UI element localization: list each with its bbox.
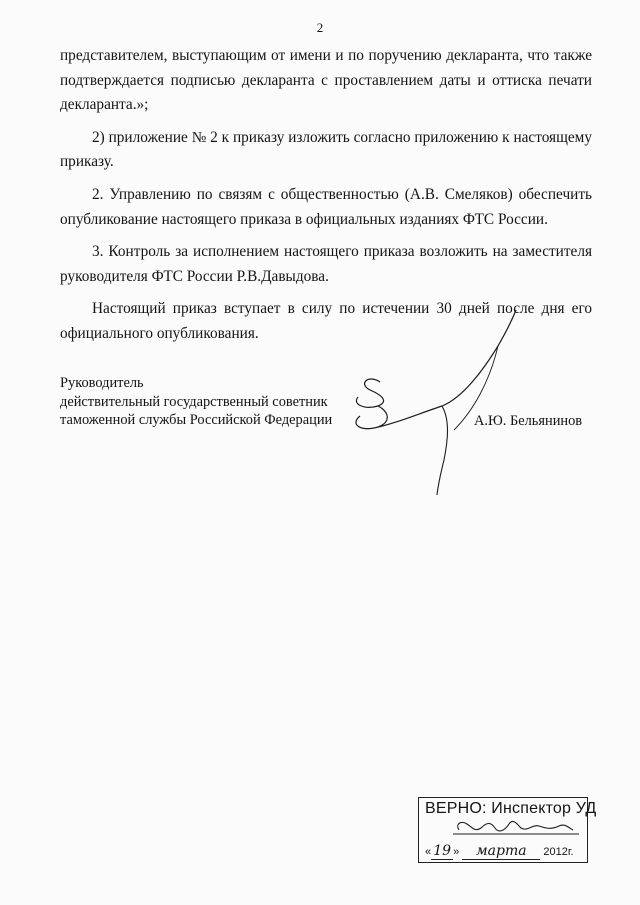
paragraph-control: 3. Контроль за исполнением настоящего приказа возложить на заместителя руководителя ФТС России Р.В.Давыдова. bbox=[60, 243, 592, 285]
paragraph-effective-date: Настоящий приказ вступает в силу по истечении 30 дней после дня его официального опубликования. bbox=[60, 300, 592, 342]
date-day: 19 bbox=[431, 843, 453, 860]
position-line-3: таможенной службы Российской Федерации bbox=[60, 412, 333, 429]
stamp-signature bbox=[419, 798, 589, 842]
verification-stamp bbox=[418, 797, 597, 863]
position-line-1: Руководитель bbox=[60, 375, 144, 391]
position-line-2: действительный государственный советник bbox=[60, 393, 328, 410]
handwritten-signature bbox=[350, 300, 530, 500]
paragraph-publication: 2. Управлению по связям с общественностью (А.В. Смеляков) обеспечить опубликование настоящего приказа в официальных изданиях ФТС России. bbox=[60, 185, 592, 228]
paragraph-appendix-2: 2) приложение № 2 к приказу изложить согласно приложению к настоящему приказу. bbox=[60, 128, 592, 171]
date-close-quote: » bbox=[453, 846, 460, 858]
stamp-title: ВЕРНО: Инспектор УД bbox=[425, 800, 597, 817]
date-month: марта bbox=[462, 843, 540, 860]
date-year: 2012г. bbox=[543, 846, 574, 858]
stamp-date bbox=[425, 843, 574, 860]
paragraph-continuation: представителем, выступающим от имени и по поручению декларанта, что также подтверждается подписью декларанта с проставлением даты и оттиска печати декларанта.»; bbox=[60, 47, 592, 114]
date-open-quote: « bbox=[425, 846, 432, 858]
signatory-position bbox=[60, 374, 332, 430]
page-number: 2 bbox=[316, 20, 324, 35]
signer-name: А.Ю. Бельянинов bbox=[474, 413, 583, 429]
